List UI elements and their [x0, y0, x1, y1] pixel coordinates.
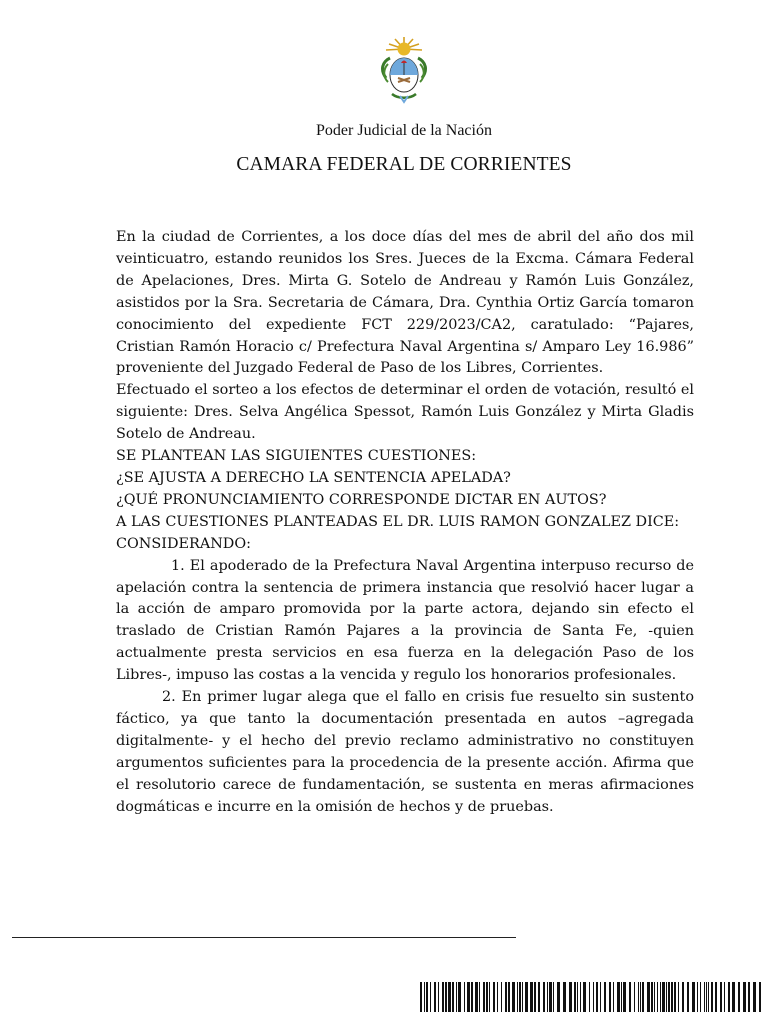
- coat-of-arms-icon: [378, 36, 430, 108]
- paragraph-question-2: ¿QUÉ PRONUNCIAMIENTO CORRESPONDE DICTAR EN AUTOS?: [116, 491, 607, 508]
- paragraph-sorteo: Efectuado el sorteo a los efectos de determinar el orden de votación, resultó el siguiente: Dres. Selva Angélica Spessot, Ramón Luis González y Mirta Gladis Sotelo de Andreau.: [116, 382, 694, 443]
- document-body: [116, 227, 694, 818]
- paragraph-voting-judge: A LAS CUESTIONES PLANTEADAS EL DR. LUIS RAMON GONZALEZ DICE:: [116, 513, 680, 530]
- paragraph-point-1: 1. El apoderado de la Prefectura Naval Argentina interpuso recurso de apelación contra la sentencia de primera instancia que resolvió hacer lugar a la acción de amparo promovida por la parte actora, dejando sin efecto el traslado de Cristian Ramón Pajares a la provincia de Santa Fe, -quien actualmente presta servicios en esa fuerza en la delegación Paso de los Libres-, impuso las costas a la vencida y regulo los honorarios profesionales.: [116, 557, 694, 684]
- paragraph-cuestiones: SE PLANTEAN LAS SIGUIENTES CUESTIONES:: [116, 448, 477, 465]
- barcode-icon: [420, 982, 764, 1012]
- paragraph-point-2: 2. En primer lugar alega que el fallo en crisis fue resuelto sin sustento fáctico, ya que tanto la documentación presentada en autos –agregada digitalmente- y el hecho del previo reclamo administrativo no constituyen argumentos suficientes para la procedencia de la presente acción. Afirma que el resolutorio carece de fundamentación, se sustenta en meras afirmaciones dogmáticas e incurre en la omisión de hechos y de pruebas.: [116, 689, 694, 815]
- paragraph-question-1: ¿SE AJUSTA A DERECHO LA SENTENCIA APELADA?: [116, 469, 511, 486]
- paragraph-considerando: CONSIDERANDO:: [116, 535, 251, 552]
- footer-divider: [12, 937, 516, 938]
- institution-title: Poder Judicial de la Nación: [316, 122, 492, 139]
- paragraph-intro: En la ciudad de Corrientes, a los doce días del mes de abril del año dos mil veinticuatro, estando reunidos los Sres. Jueces de la Excma. Cámara Federal de Apelaciones, Dres. Mirta G. Sotelo de Andreau y Ramón Luis González, asistidos por la Sra. Secretaria de Cámara, Dra. Cynthia Ortiz García tomaron conocimiento del expediente FCT 229/2023/CA2, caratulado: “Pajares, Cristian Ramón Horacio c/ Prefectura Naval Argentina s/ Amparo Ley 16.986” proveniente del Juzgado Federal de Paso de los Libres, Corrientes.: [116, 229, 694, 377]
- court-title: CAMARA FEDERAL DE CORRIENTES: [236, 154, 572, 175]
